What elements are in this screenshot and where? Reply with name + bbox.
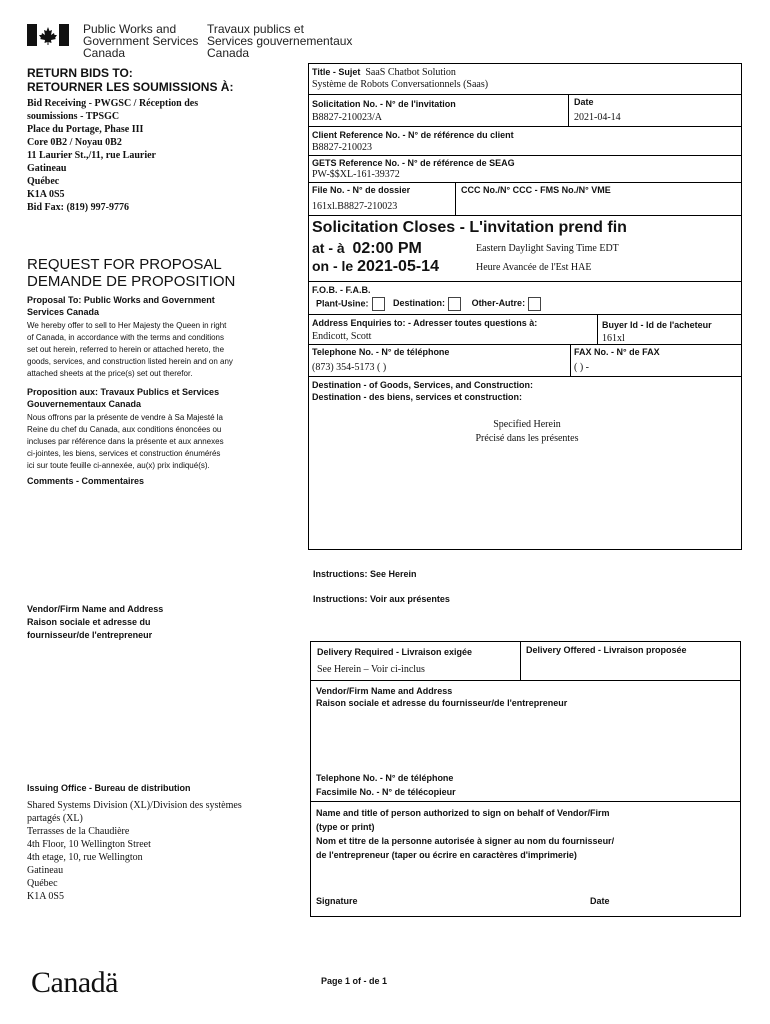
gets-label: GETS Reference No. - N° de référence de SEAG	[312, 158, 515, 168]
plant-usine-checkbox[interactable]	[372, 297, 385, 311]
fob-label: F.O.B. - F.A.B.	[312, 285, 371, 295]
department-name-fr-line: Canada	[207, 46, 250, 60]
form-border	[310, 916, 741, 917]
issuing-office-line: 4th Floor, 10 Wellington Street	[27, 839, 151, 850]
vendor-telephone-label: Telephone No. - N° de téléphone	[316, 773, 454, 783]
enquiries-label: Address Enquiries to: - Adresser toutes questions à:	[312, 318, 538, 328]
offer-text-fr-line: incluses par référence dans la présente et aux annexes	[27, 437, 224, 446]
at-time: 02:00 PM	[352, 240, 422, 257]
address-line: Québec	[27, 176, 60, 187]
form-divider	[308, 281, 742, 282]
vendor-firm-right-fr: Raison sociale et adresse du fournisseur/de l'entrepreneur	[316, 698, 568, 708]
at-label: at - à	[312, 240, 345, 256]
issuing-office-line: K1A 0S5	[27, 891, 64, 902]
offer-text-fr-line: ici sur toute feuille ci-annexée, au(x) prix indiqué(s).	[27, 461, 210, 470]
department-name-fr	[207, 23, 352, 59]
solicitation-value: B8827-210023/A	[312, 112, 382, 123]
proposition-aux-line: Gouvernementaux Canada	[27, 399, 142, 409]
issuing-office-label: Issuing Office - Bureau de distribution	[27, 783, 191, 793]
offer-text-fr-line: Reine du chef du Canada, aux conditions énoncées ou	[27, 425, 222, 434]
address-line: Core 0B2 / Noyau 0B2	[27, 137, 122, 148]
form-divider	[520, 641, 521, 680]
fob-options	[316, 297, 541, 311]
canada-flag-icon	[27, 24, 69, 46]
destination-goods-label-fr: Destination - des biens, services et construction:	[312, 392, 523, 402]
issuing-office-line: Shared Systems Division (XL)/Division des systèmes	[27, 800, 242, 811]
destination-checkbox[interactable]	[448, 297, 461, 311]
vendor-firm-left	[27, 603, 163, 642]
address-line: Gatineau	[27, 163, 67, 174]
tz-fr: Heure Avancée de l'Est HAE	[476, 262, 592, 273]
authorized-signer-line: Name and title of person authorized to sign on behalf of Vendor/Firm	[316, 808, 610, 818]
title-field	[312, 66, 488, 91]
page-number: Page 1 of - de 1	[321, 976, 388, 986]
file-value: 161xl.B8827-210023	[312, 201, 398, 212]
instructions-fr: Instructions: Voir aux présentes	[313, 594, 450, 604]
delivery-required-value: See Herein – Voir ci-inclus	[317, 664, 425, 675]
form-divider	[308, 344, 742, 345]
title-value: SaaS Chatbot Solution	[365, 67, 456, 78]
return-bids-address	[27, 97, 198, 214]
phone-label: Telephone No. - N° de téléphone	[312, 347, 450, 357]
rfp-title-en: REQUEST FOR PROPOSAL	[27, 256, 222, 273]
form-divider	[308, 126, 742, 127]
gets-value: PW-$$XL-161-39372	[312, 169, 400, 180]
address-line: K1A 0S5	[27, 189, 65, 200]
vendor-firm-right	[316, 685, 567, 709]
closes-at	[312, 240, 422, 258]
issuing-office-line: Terrasses de la Chaudière	[27, 826, 130, 837]
offer-text-en-line: of Canada, in accordance with the terms and conditions	[27, 333, 225, 342]
other-autre-checkbox[interactable]	[528, 297, 541, 311]
form-border	[310, 641, 741, 642]
vendor-firm-right-en: Vendor/Firm Name and Address	[316, 686, 453, 696]
form-border	[741, 63, 742, 550]
form-divider	[308, 182, 742, 183]
vendor-firm-left-line: fournisseur/de l'entrepreneur	[27, 630, 153, 640]
date-value: 2021-04-14	[574, 112, 621, 123]
rfp-title-fr: DEMANDE DE PROPOSITION	[27, 273, 236, 290]
department-name-en-line: Canada	[83, 46, 126, 60]
form-divider	[308, 155, 742, 156]
issuing-office-address	[27, 799, 242, 903]
destination-value	[312, 418, 742, 446]
vendor-firm-left-line: Vendor/Firm Name and Address	[27, 604, 164, 614]
offer-text-fr-line: ci-jointes, les biens, services et construction énumérés	[27, 449, 221, 458]
address-line: Bid Receiving - PWGSC / Réception des	[27, 98, 199, 109]
other-autre-label: Other-Autre:	[471, 298, 526, 309]
department-name-en-line: Government Services	[83, 34, 199, 48]
offer-text-en-line: set out herein, referred to herein or attached hereto, the	[27, 345, 225, 354]
offer-text-fr	[27, 412, 224, 472]
destination-value-fr: Précisé dans les présentes	[475, 433, 579, 444]
offer-text-en	[27, 320, 233, 380]
vendor-facsimile-label: Facsimile No. - N° de télécopieur	[316, 787, 456, 797]
issuing-office-line: partagés (XL)	[27, 813, 83, 824]
rfp-title	[27, 256, 235, 290]
closes-on	[312, 258, 439, 276]
form-divider	[308, 314, 742, 315]
form-border	[310, 641, 311, 917]
fax-value: ( ) -	[574, 362, 589, 373]
proposition-aux	[27, 386, 219, 410]
department-name-en	[83, 23, 198, 59]
authorized-signer-line: Nom et titre de la personne autorisée à signer au nom du fournisseur/	[316, 836, 615, 846]
instructions-en: Instructions: See Herein	[313, 569, 417, 579]
delivery-offered-label: Delivery Offered - Livraison proposée	[526, 645, 687, 655]
form-border	[308, 63, 309, 550]
issuing-office-line: Gatineau	[27, 865, 64, 876]
vendor-contact-labels	[316, 771, 456, 799]
form-border	[740, 641, 741, 917]
department-name-fr-line: Services gouvernementaux	[207, 34, 353, 48]
proposal-to-line: Services Canada	[27, 307, 100, 317]
destination-value-en: Specified Herein	[493, 419, 561, 430]
solicitation-label: Solicitation No. - N° de l'invitation	[312, 99, 456, 109]
buyer-value: 161xl	[602, 333, 625, 344]
form-divider	[310, 680, 741, 681]
department-name-fr-line: Travaux publics et	[207, 22, 304, 36]
title-value-fr: Système de Robots Conversationnels (Saas)	[312, 79, 489, 90]
form-divider	[308, 94, 742, 95]
authorized-signer-label	[316, 806, 614, 862]
offer-text-en-line: attached sheets at the price(s) set out therefor.	[27, 369, 193, 378]
ccc-label: CCC No./N° CCC - FMS No./N° VME	[461, 185, 611, 195]
destination-label: Destination:	[393, 298, 446, 309]
fax-label: FAX No. - N° de FAX	[574, 347, 660, 357]
client-ref-label: Client Reference No. - N° de référence du client	[312, 130, 514, 140]
canada-wordmark-logo: Canadä	[31, 966, 118, 999]
title-label: Title - Sujet	[312, 67, 361, 77]
form-divider	[597, 314, 598, 344]
proposal-to-line: Proposal To: Public Works and Government	[27, 295, 215, 305]
signature-label: Signature	[316, 896, 358, 906]
issuing-office-line: 4th etage, 10, rue Wellington	[27, 852, 143, 863]
authorized-signer-line: de l'entrepreneur (taper ou écrire en caractères d'imprimerie)	[316, 850, 577, 860]
form-divider	[568, 94, 569, 126]
on-label: on - le	[312, 258, 354, 274]
proposition-aux-line: Proposition aux: Travaux Publics et Services	[27, 387, 220, 397]
offer-text-en-line: goods, services, and construction listed herein and on any	[27, 357, 233, 366]
address-line: soumissions - TPSGC	[27, 111, 120, 122]
tz-en: Eastern Daylight Saving Time EDT	[476, 243, 619, 254]
address-line: Bid Fax: (819) 997-9776	[27, 202, 129, 213]
signature-date-label: Date	[590, 896, 610, 906]
vendor-firm-left-line: Raison sociale et adresse du	[27, 617, 151, 627]
closes-title: Solicitation Closes - L'invitation prend fin	[312, 219, 627, 236]
file-label: File No. - N° de dossier	[312, 185, 411, 195]
date-label: Date	[574, 97, 594, 107]
destination-goods-label	[312, 379, 533, 403]
comments-label: Comments - Commentaires	[27, 476, 145, 486]
offer-text-fr-line: Nous offrons par la présente de vendre à Sa Majesté la	[27, 413, 223, 422]
department-name-en-line: Public Works and	[83, 22, 177, 36]
return-bids-title-fr: RETOURNER LES SOUMISSIONS À:	[27, 80, 234, 94]
form-divider	[308, 376, 742, 377]
form-divider	[310, 801, 741, 802]
on-date: 2021-05-14	[357, 258, 439, 275]
enquiries-value: Endicott, Scott	[312, 331, 372, 342]
form-divider	[455, 182, 456, 215]
plant-usine-label: Plant-Usine:	[316, 298, 369, 309]
address-line: 11 Laurier St.,/11, rue Laurier	[27, 150, 156, 161]
phone-value: (873) 354-5173 ( )	[312, 362, 387, 373]
form-divider	[570, 344, 571, 376]
form-divider	[308, 215, 742, 216]
form-border	[308, 63, 742, 64]
form-border	[308, 549, 742, 550]
return-bids-title	[27, 66, 233, 94]
address-line: Place du Portage, Phase III	[27, 124, 144, 135]
issuing-office-line: Québec	[27, 878, 58, 889]
destination-goods-label-en: Destination - of Goods, Services, and Construction:	[312, 380, 534, 390]
authorized-signer-line: (type or print)	[316, 822, 375, 832]
offer-text-en-line: We hereby offer to sell to Her Majesty the Queen in right	[27, 321, 227, 330]
return-bids-title-en: RETURN BIDS TO:	[27, 66, 133, 80]
delivery-required-label: Delivery Required - Livraison exigée	[317, 647, 473, 657]
proposal-to	[27, 294, 215, 318]
client-ref-value: B8827-210023	[312, 142, 372, 153]
buyer-label: Buyer Id - Id de l'acheteur	[602, 320, 712, 330]
